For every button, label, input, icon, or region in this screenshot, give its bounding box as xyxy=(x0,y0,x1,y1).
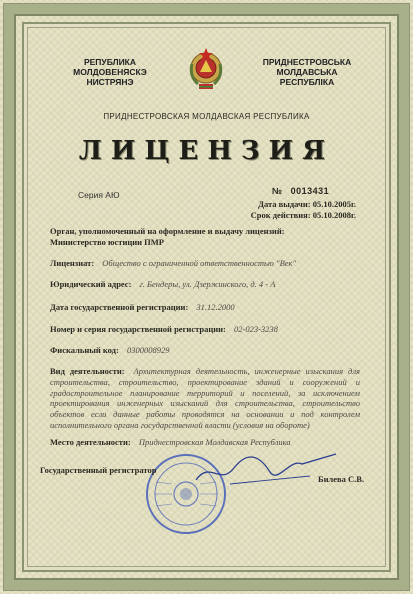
republic-name: ПРИДНЕСТРОВСКАЯ МОЛДАВСКАЯ РЕСПУБЛИКА xyxy=(103,112,310,121)
issue-date-label: Дата выдачи: xyxy=(258,199,311,209)
legal-address-value: г. Бендеры, ул. Дзержинского, д. 4 - А xyxy=(139,279,276,289)
registration-date-row xyxy=(50,302,370,313)
header-right-ukrainian xyxy=(252,57,362,87)
place-label: Место деятельности: xyxy=(50,437,131,447)
licensee-label: Лицензиат: xyxy=(50,258,95,268)
issuing-authority xyxy=(50,226,370,247)
license-number xyxy=(272,186,329,196)
valid-until-value: 05.10.2008г. xyxy=(312,209,356,220)
place-row xyxy=(50,437,370,448)
activity-label: Вид деятельности: xyxy=(50,366,125,376)
handwritten-signature-icon xyxy=(190,450,340,490)
legal-address-row xyxy=(50,279,370,290)
licensee-value: Общество с ограниченной ответственностью "Век" xyxy=(102,258,297,268)
valid-until-row xyxy=(236,210,356,221)
header-right-line-3: РЕСПУБЛIКА xyxy=(279,77,335,87)
fiscal-code-row xyxy=(50,345,370,356)
header-right-line-1: ПРИДНЕСТРОВСЬКА xyxy=(262,57,352,67)
organ-label: Орган, уполномоченный на оформление и выдачу лицензий: xyxy=(50,226,285,236)
state-emblem-icon xyxy=(186,46,226,92)
registrar-name: Билева С.В. xyxy=(318,474,365,484)
registration-date-value: 31.12.2000 xyxy=(196,302,235,312)
number-value: 0013431 xyxy=(290,186,330,196)
license-series: Серия АЮ xyxy=(78,190,120,200)
registration-date-label: Дата государственной регистрации: xyxy=(50,302,189,312)
license-dates xyxy=(236,199,356,220)
fiscal-code-value: 0300008929 xyxy=(126,345,170,355)
activity-row xyxy=(50,366,360,431)
registrar-label: Государственный регистратор xyxy=(40,465,157,475)
header-left-moldovan xyxy=(58,57,162,87)
organ-value: Министерство юстиции ПМР xyxy=(50,236,165,247)
registration-number-label: Номер и серия государственной регистрации: xyxy=(50,324,226,334)
issue-date-value: 05.10.2005г. xyxy=(312,199,356,209)
licensee-row xyxy=(50,258,370,269)
header-left-line-3: НИСТРЯНЭ xyxy=(86,77,134,87)
license-title: ЛИЦЕНЗИЯ xyxy=(78,136,335,166)
valid-until-label: Срок действия: xyxy=(250,209,311,220)
header-left-line-2: МОЛДОВЕНЯСКЭ xyxy=(73,67,147,77)
number-sign: № xyxy=(272,186,283,196)
fiscal-code-label: Фискальный код: xyxy=(50,345,119,355)
issue-date-row xyxy=(236,199,356,210)
legal-address-label: Юридический адрес: xyxy=(50,279,132,289)
registration-number-value: 02-023-3238 xyxy=(234,324,278,334)
place-value: Приднестровская Молдавская Республика xyxy=(138,437,291,447)
registration-number-row xyxy=(50,324,380,335)
header-right-line-2: МОЛДАВСЬКА xyxy=(276,67,338,77)
activity-value: Архитектурная деятельность, инженерные изыскания для строительства, строительство, проектирование зданий и сооружений и градостроительное планирование территорий и поселений, за исключением проектирования инженерных изысканий для строительства, строительство объектов если данные работы проводятся на основании и под контролем исполнительного органа государственной власти (условия на обороте) xyxy=(50,366,360,430)
header-left-line-1: РЕПУБЛИКА xyxy=(83,57,137,67)
